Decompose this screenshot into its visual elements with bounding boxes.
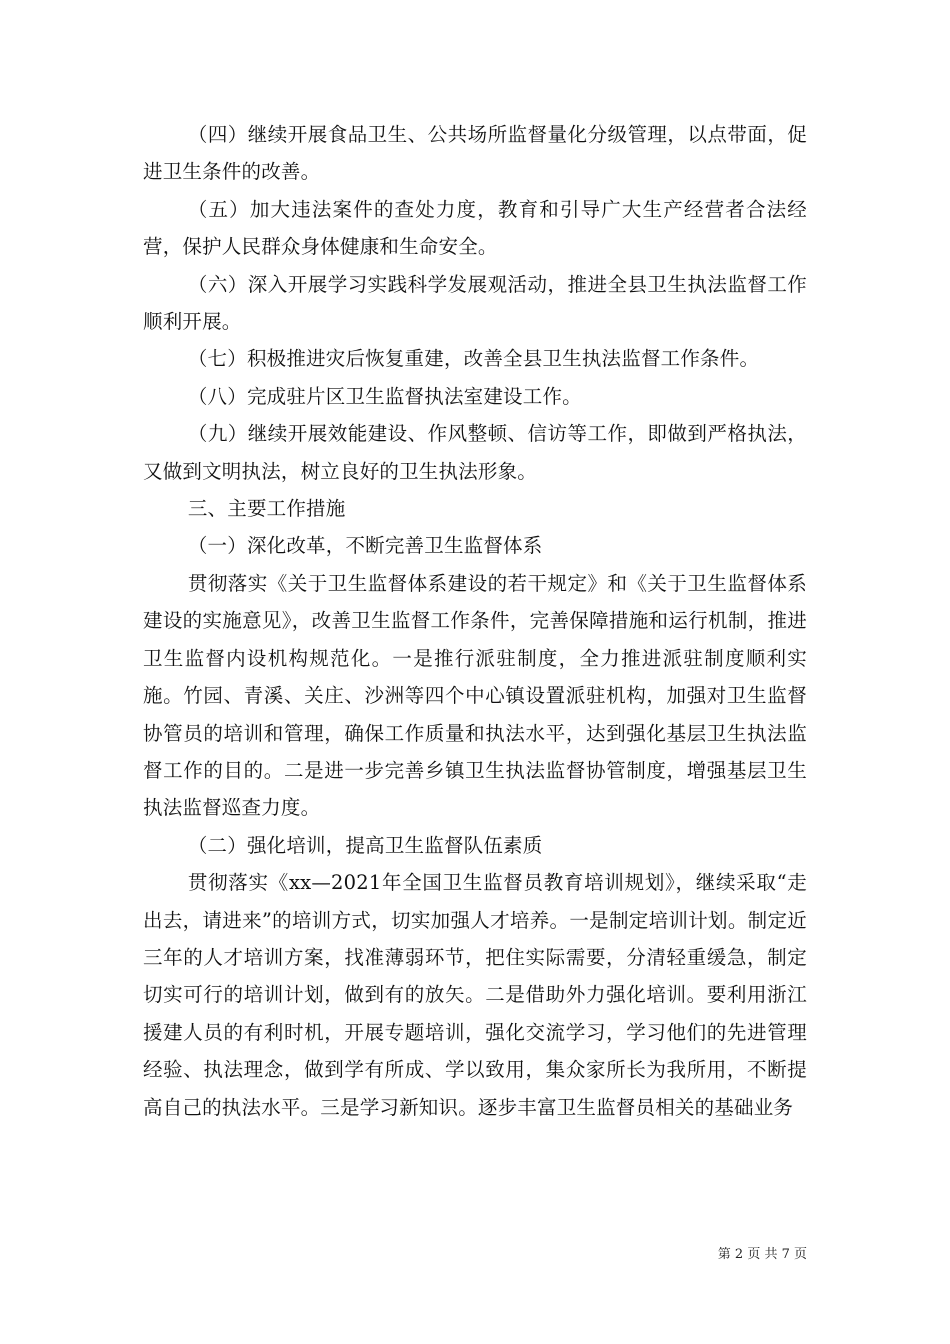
body-paragraph-2: 贯彻落实《xx—2021年全国卫生监督员教育培训规划》，继续采取“走出去，请进来”的培训方式，切实加强人才培养。一是制定培训计划。制定近三年的人才培训方案，找准薄弱环节，把住实际需要，分清轻重缓急，制定切实可行的培训计划，做到有的放矢。二是借助外力强化培训。要利用浙江援建人员的有利时机，开展专题培训，强化交流学习，学习他们的先进管理经验、执法理念，做到学有所成、学以致用，集众家所长为我所用，不断提高自己的执法水平。三是学习新知识。逐步丰富卫生监督员相关的基础业务 — [143, 871, 807, 1119]
document-body — [143, 116, 807, 1126]
paragraph-item-5: （五）加大违法案件的查处力度，教育和引导广大生产经营者合法经营，保护人民群众身体健康和生命安全。 — [143, 197, 807, 259]
paragraph-item-6: （六）深入开展学习实践科学发展观活动，推进全县卫生执法监督工作顺利开展。 — [143, 272, 807, 334]
subsection-heading-1: （一）深化改革，不断完善卫生监督体系 — [187, 534, 543, 558]
paragraph-item-7: （七）积极推进灾后恢复重建，改善全县卫生执法监督工作条件。 — [187, 347, 760, 371]
paragraph-item-4: （四）继续开展食品卫生、公共场所监督量化分级管理，以点带面，促进卫生条件的改善。 — [143, 123, 807, 184]
paragraph-item-9: （九）继续开展效能建设、作风整顿、信访等工作，即做到严格执法，又做到文明执法，树立良好的卫生执法形象。 — [143, 422, 807, 483]
paragraph-item-8: （八）完成驻片区卫生监督执法室建设工作。 — [187, 384, 582, 408]
section-heading: 三、主要工作措施 — [187, 497, 346, 521]
page-number-footer: 第 2 页 共 7 页 — [717, 1247, 807, 1262]
body-paragraph-1: 贯彻落实《关于卫生监督体系建设的若干规定》和《关于卫生监督体系建设的实施意见》，改善卫生监督工作条件，完善保障措施和运行机制，推进卫生监督内设机构规范化。一是推行派驻制度，全力推进派驻制度顺利实施。竹园、青溪、关庄、沙洲等四个中心镇设置派驻机构，加强对卫生监督协管员的培训和管理，确保工作质量和执法水平，达到强化基层卫生执法监督工作的目的。二是进一步完善乡镇卫生执法监督协管制度，增强基层卫生执法监督巡查力度。 — [143, 571, 807, 820]
subsection-heading-2: （二）强化培训，提高卫生监督队伍素质 — [187, 833, 543, 857]
